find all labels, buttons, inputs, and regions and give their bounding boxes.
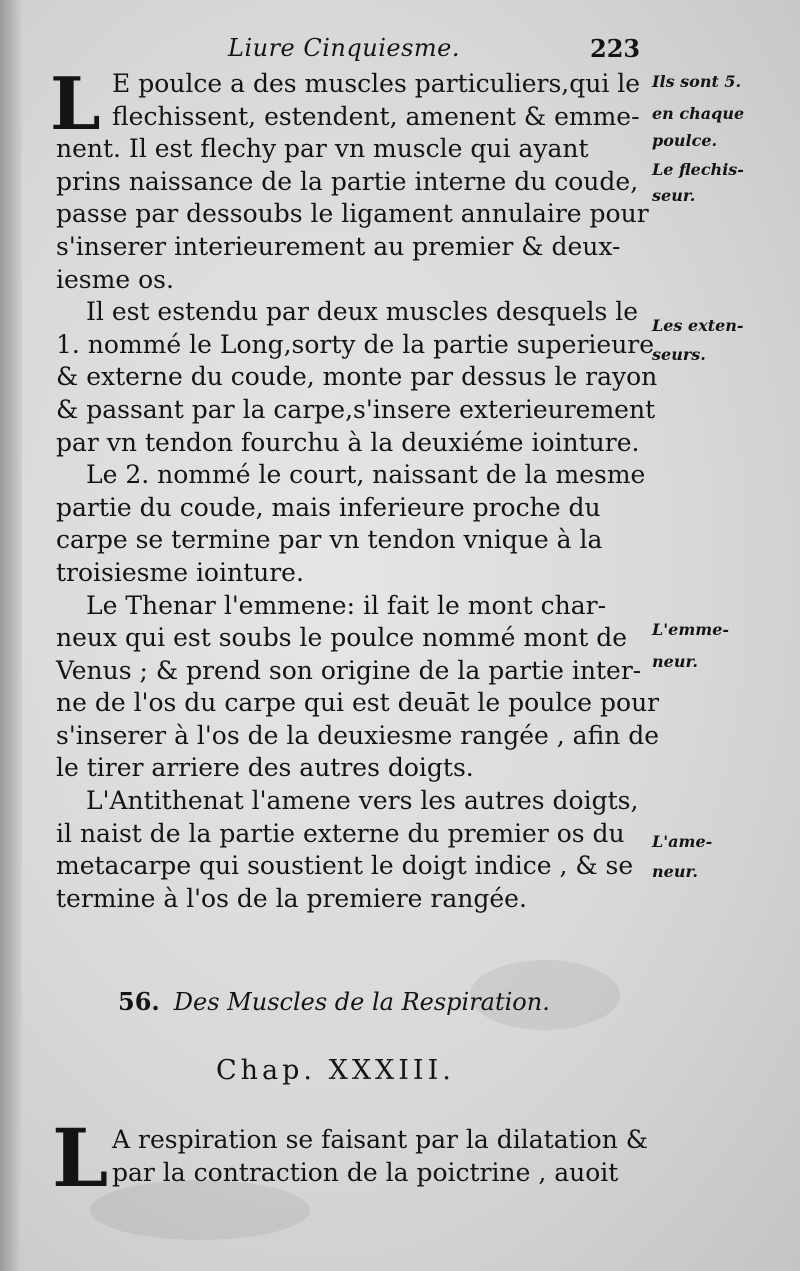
margin-note: neur. [652,652,698,671]
text-line: il naist de la partie externe du premier os du [56,818,625,848]
text-line: passe par dessoubs le ligament annulaire pour [56,199,649,229]
text-line: iesme os. [56,264,174,294]
text-line: 1. nommé le Long,sorty de la partie superieure [56,329,655,359]
page-gutter-shadow [0,0,22,1271]
margin-note: L'emme- [652,620,730,639]
margin-note: Le flechis- [652,160,744,179]
text-line: Le Thenar l'emmene: il fait le mont char- [86,590,607,620]
paragraph-respiration [52,1111,656,1205]
text-line: flechissent, estendent, amenent & emme- [112,101,640,131]
paragraph-thumb-muscles [50,61,656,146]
text-line: carpe se termine par vn tendon vnique à la [56,525,603,555]
section-heading [118,987,550,1016]
text-line: termine à l'os de la premiere rangée. [56,883,527,913]
margin-note: Ils sont 5. [652,72,742,91]
marginal-notes [652,0,800,1271]
text-line: nent. Il est flechy par vn muscle qui ayant [56,134,589,164]
text-line: metacarpe qui soustient le doigt indice , & se [56,851,634,881]
text-line: par la contraction de la poictrine , auoit [112,1157,619,1187]
main-text [50,61,660,915]
text-line: Le 2. nommé le court, naissant de la mesme [86,460,646,490]
margin-note: Les exten- [652,316,744,335]
page-number: 223 [590,34,641,63]
text-line: & externe du coude, monte par dessus le rayon [56,362,658,392]
drop-cap: L [52,1111,109,1205]
text-line: par vn tendon fourchu à la deuxiéme iointure. [56,427,640,457]
text-line: troisiesme iointure. [56,557,304,587]
text-line: & passant par la carpe,s'insere exterieurement [56,394,656,424]
text-line: A respiration se faisant par la dilatation & [112,1125,649,1154]
text-line: prins naissance de la partie interne du coude, [56,166,639,196]
margin-note: seurs. [652,345,706,364]
margin-note: seur. [652,186,696,205]
text-line: L'Antithenat l'amene vers les autres doigts, [86,786,639,816]
text-line: s'inserer à l'os de la deuxiesme rangée , afin de [56,720,660,750]
section-title: Des Muscles de la Respiration. [173,988,550,1016]
text-line: Venus ; & prend son origine de la partie inter- [56,655,642,685]
drop-cap: L [50,61,101,146]
margin-note: poulce. [652,131,718,150]
text-line: neux qui est soubs le poulce nommé mont de [56,623,628,653]
text-line: partie du coude, mais inferieure proche du [56,492,601,522]
dropcap-paragraph [52,1111,656,1205]
chapter-heading: Chap. XXXIII. [216,1055,455,1086]
margin-note: en chaque [652,104,745,123]
text-line: s'inserer interieurement au premier & deux- [56,231,621,261]
running-title: Liure Cinquiesme. [228,34,460,62]
text-line: E poulce a des muscles particuliers,qui le [112,69,641,98]
text-line: ne de l'os du carpe qui est deuāt le poulce pour [56,688,660,718]
section-number: 56. [118,987,160,1016]
margin-note: neur. [652,862,698,881]
text-line: le tirer arriere des autres doigts. [56,753,474,783]
text-line: Il est estendu par deux muscles desquels le [86,297,639,327]
margin-note: L'ame- [652,832,713,851]
